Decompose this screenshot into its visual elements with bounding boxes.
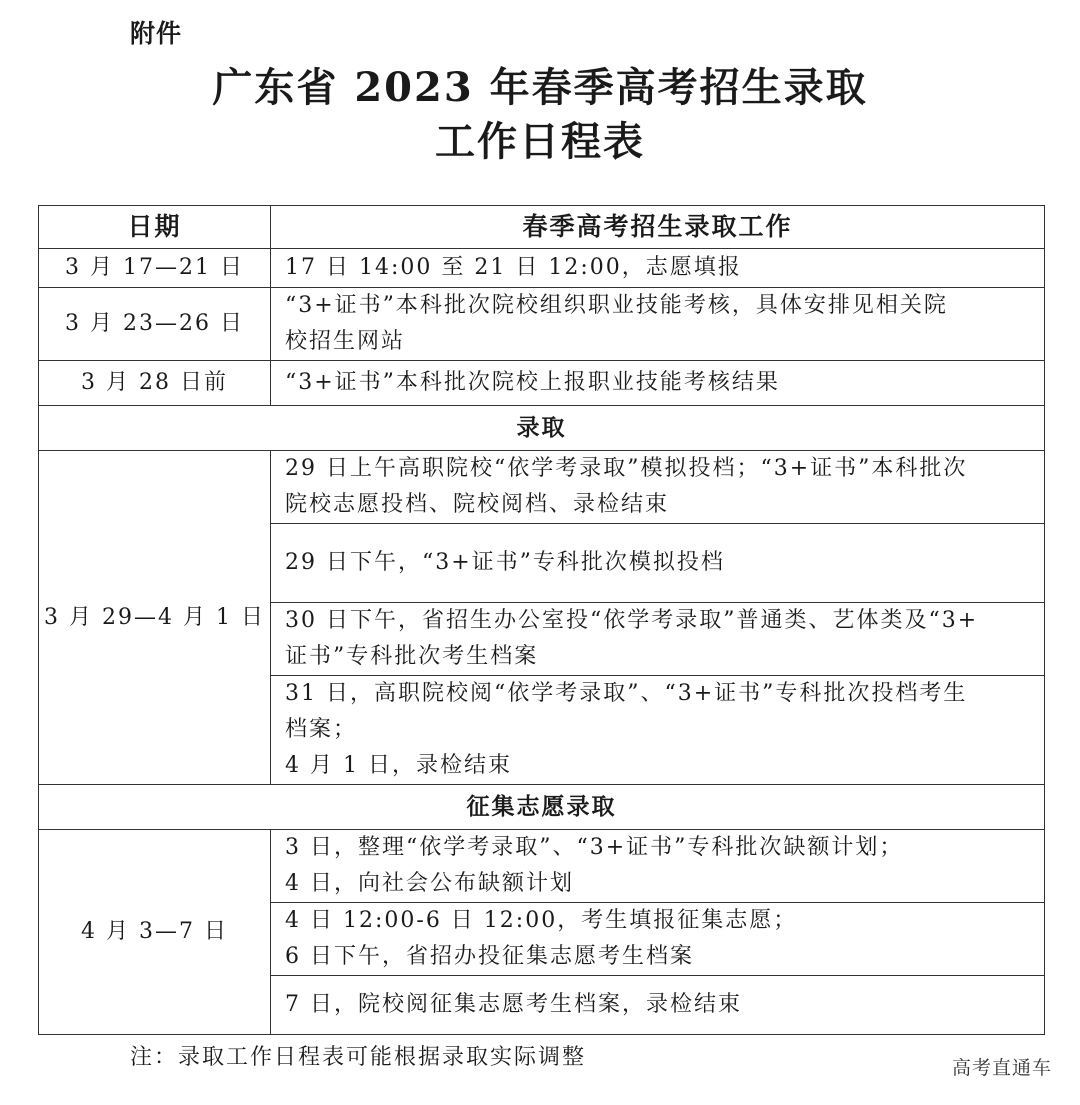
admission-item xyxy=(271,676,1045,785)
admission-date: 3 月 29—4 月 1 日 xyxy=(39,451,271,785)
work-line: 3 日，整理“依学考录取”、“3+证书”专科批次缺额计划； xyxy=(285,835,904,860)
solicit-item xyxy=(271,976,1045,1035)
page-subtitle: 工作日程表 xyxy=(435,118,645,165)
table-header-row xyxy=(39,206,1045,249)
work-line: “3+证书”本科批次院校上报职业技能考核结果 xyxy=(285,370,780,395)
work-line: 校招生网站 xyxy=(285,329,406,354)
table-row xyxy=(39,361,1045,406)
solicit-item xyxy=(271,830,1045,903)
admission-item xyxy=(271,524,1045,603)
work-line: 4 日，向社会公布缺额计划 xyxy=(285,871,574,896)
work-line: 29 日上午高职院校“依学考录取”模拟投档；“3+证书”本科批次 xyxy=(285,456,968,481)
attachment-label: 附件 xyxy=(130,19,183,48)
table-row xyxy=(39,249,1045,288)
header-date: 日期 xyxy=(39,206,271,249)
row-work xyxy=(271,361,1045,406)
work-line: 17 日 14:00 至 21 日 12:00，志愿填报 xyxy=(285,255,742,280)
work-line: 4 日 12:00-6 日 12:00，考生填报征集志愿； xyxy=(285,908,798,933)
section-solicit: 征集志愿录取 xyxy=(39,785,1045,830)
table-row xyxy=(39,451,1045,524)
section-row xyxy=(39,406,1045,451)
row-work xyxy=(271,288,1045,361)
work-line: 6 日下午，省招办投征集志愿考生档案 xyxy=(285,944,694,969)
page-title: 广东省 2023 年春季高考招生录取 xyxy=(212,64,868,111)
work-line: 29 日下午，“3+证书”专科批次模拟投档 xyxy=(285,550,725,575)
row-date: 3 月 28 日前 xyxy=(39,361,271,406)
work-line: “3+证书”本科批次院校组织职业技能考核，具体安排见相关院 xyxy=(285,293,948,318)
row-date: 3 月 23—26 日 xyxy=(39,288,271,361)
work-line: 证书”专科批次考生档案 xyxy=(285,644,539,669)
table-row xyxy=(39,288,1045,361)
section-row xyxy=(39,785,1045,830)
work-line: 4 月 1 日，录检结束 xyxy=(285,753,512,778)
row-date: 3 月 17—21 日 xyxy=(39,249,271,288)
footnote: 注：录取工作日程表可能根据录取实际调整 xyxy=(130,1045,587,1070)
row-work xyxy=(271,249,1045,288)
section-admission: 录取 xyxy=(39,406,1045,451)
schedule-table xyxy=(38,205,1045,1035)
work-line: 院校志愿投档、院校阅档、录检结束 xyxy=(285,492,670,517)
solicit-date: 4 月 3—7 日 xyxy=(39,830,271,1035)
solicit-item xyxy=(271,903,1045,976)
work-line: 31 日，高职院校阅“依学考录取”、“3+证书”专科批次投档考生 xyxy=(285,681,968,706)
header-work: 春季高考招生录取工作 xyxy=(271,206,1045,249)
table-row xyxy=(39,830,1045,903)
watermark: 高考直通车 xyxy=(951,1057,1052,1079)
work-line: 档案； xyxy=(285,717,358,742)
admission-item xyxy=(271,603,1045,676)
admission-item xyxy=(271,451,1045,524)
work-line: 30 日下午，省招生办公室投“依学考录取”普通类、艺体类及“3+ xyxy=(285,608,979,633)
work-line: 7 日，院校阅征集志愿考生档案，录检结束 xyxy=(285,992,742,1017)
